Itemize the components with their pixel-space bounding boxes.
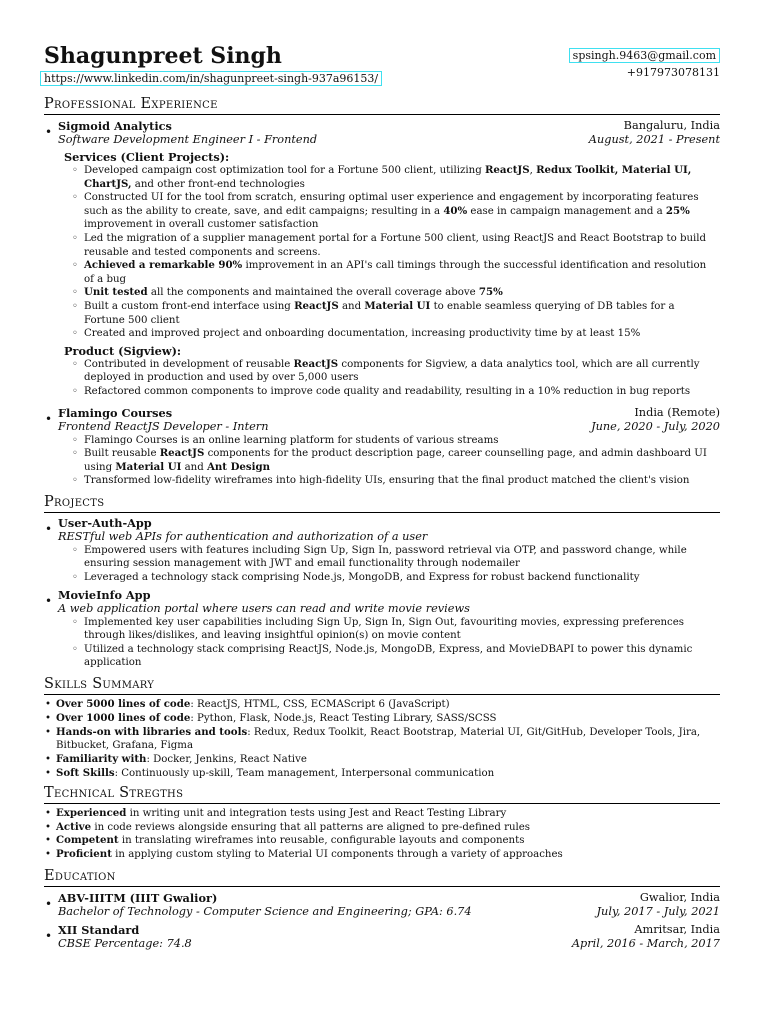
list-item: • Soft Skills: Continuously up-skill, Team management, Interpersonal communication [56, 767, 720, 781]
school-name: • XII Standard [58, 923, 140, 937]
list-item: ◦ Implemented key user capabilities including Sign Up, Sign In, Sign Out, favouriting movies, expressing preferences through likes/dislikes, and leaving insightful opinion(s) on movie content [84, 616, 720, 643]
experience-section-title: Professional Experience [44, 96, 720, 115]
list-item: ◦ Created and improved project and onboarding documentation, increasing productivity time by at least 15% [84, 327, 720, 341]
degree-detail: Bachelor of Technology - Computer Science and Engineering; GPA: 6.74 [58, 905, 472, 918]
skills-section-title: Skills Summary [44, 676, 720, 695]
job-role: Frontend ReactJS Developer - Intern [58, 419, 269, 433]
product-list [44, 358, 720, 399]
list-item: • Over 5000 lines of code: ReactJS, HTML, CSS, ECMAScript 6 (JavaScript) [56, 698, 720, 712]
school-location: Gwalior, India [639, 891, 720, 904]
list-item: ◦ Built a custom front-end interface using ReactJS and Material UI to enable seamless querying of DB tables for a Fortune 500 client [84, 300, 720, 327]
phone-number: +917973078131 [626, 66, 720, 79]
company-location: India (Remote) [634, 405, 720, 419]
job-role: Software Development Engineer I - Frontend [58, 133, 318, 146]
school-name: • ABV-IIITM (IIIT Gwalior) [58, 891, 218, 905]
project-name: • User-Auth-App [58, 515, 152, 530]
list-item: ◦ Flamingo Courses is an online learning platform for students of various streams [84, 434, 720, 448]
school-location: Amritsar, India [634, 923, 720, 936]
strengths-section-title: Technical Stregths [44, 785, 720, 804]
services-list [44, 164, 720, 341]
project-description: RESTful web APIs for authentication and authorization of a user [58, 529, 428, 543]
job-dates: August, 2021 - Present [588, 133, 720, 146]
list-item: ◦ Utilized a technology stack comprising ReactJS, Node.js, MongoDB, Express, and MovieDBAPI to power this dynamic application [84, 643, 720, 670]
list-item: • Proficient in applying custom styling to Material UI components through a variety of approaches [56, 848, 720, 862]
education-dates: April, 2016 - March, 2017 [571, 937, 720, 950]
services-heading: Services (Client Projects): [64, 150, 230, 164]
project-entry [58, 588, 720, 616]
project-items [44, 616, 720, 670]
company-name: • Sigmoid Analytics [58, 119, 172, 133]
contact-block [569, 47, 720, 81]
degree-detail: CBSE Percentage: 74.8 [58, 937, 192, 950]
list-item: ◦ Transformed low-fidelity wireframes into high-fidelity UIs, ensuring that the final product matched the client's vision [84, 474, 720, 488]
list-item: ◦ Led the migration of a supplier management portal for a Fortune 500 client, using ReactJS and React Bootstrap to build reusable and tested components and screens. [84, 232, 720, 259]
list-item: ◦ Unit tested all the components and maintained the overall coverage above 75% [84, 286, 720, 300]
list-item: • Active in code reviews alongside ensuring that all patterns are aligned to pre-defined rules [56, 821, 720, 835]
linkedin-block [40, 70, 382, 87]
company-name: • Flamingo Courses [58, 405, 173, 420]
list-item: • Hands-on with libraries and tools: Redux, Redux Toolkit, React Bootstrap, Material UI, Git/GitHub, Developer Tools, Jira, Bitbucket, Grafana, Figma [56, 726, 720, 754]
flamingo-list [44, 434, 720, 488]
company-location: Bangaluru, India [623, 119, 720, 132]
linkedin-link[interactable]: https://www.linkedin.com/in/shagunpreet-singh-937a96153/ [40, 71, 382, 86]
list-item: ◦ Built reusable ReactJS components for the product description page, career counselling page, and admin dashboard UI using Material UI and Ant Design [84, 447, 720, 474]
project-name: • MovieInfo App [58, 587, 151, 602]
list-item: ◦ Leveraged a technology stack comprising Node.js, MongoDB, and Express for robust backend functionality [84, 571, 720, 585]
list-item: ◦ Achieved a remarkable 90% improvement in an API's call timings through the successful identification and resolution of a bug [84, 259, 720, 286]
list-item: ◦ Constructed UI for the tool from scratch, ensuring optimal user experience and engagement by incorporating features such as the ability to create, save, and edit campaigns; resulting in a 40% ease in campaign management and a 25% improvement in overall customer satisfaction [84, 191, 720, 232]
experience-entry-sigmoid [58, 119, 720, 147]
product-heading: Product (Sigview): [64, 343, 182, 358]
project-entry [58, 516, 720, 544]
education-dates: July, 2017 - July, 2021 [596, 905, 720, 918]
list-item: ◦ Empowered users with features including Sign Up, Sign In, password retrieval via OTP, and password change, while ensuring session management with JWT and email functionality through nodemailer [84, 544, 720, 571]
list-item: • Familiarity with: Docker, Jenkins, React Native [56, 753, 720, 767]
skills-list [44, 698, 720, 781]
list-item: ◦ Developed campaign cost optimization tool for a Fortune 500 client, utilizing ReactJS, Redux Toolkit, Material UI, ChartJS, and other front-end technologies [84, 164, 720, 191]
list-item: • Experienced in writing unit and integration tests using Jest and React Testing Library [56, 807, 720, 821]
education-section-title: Education [44, 868, 720, 887]
list-item: ◦ Contributed in development of reusable ReactJS components for Sigview, a data analytics tool, which are all currently deployed in production and used by over 5,000 users [84, 358, 720, 385]
email-link[interactable]: spsingh.9463@gmail.com [569, 48, 720, 63]
strengths-list [44, 807, 720, 862]
list-item: ◦ Refactored common components to improve code quality and readability, resulting in a 10% reduction in bug reports [84, 385, 720, 399]
list-item: • Competent in translating wireframes into reusable, configurable layouts and components [56, 834, 720, 848]
experience-entry-flamingo [58, 406, 720, 434]
project-items [44, 544, 720, 585]
list-item: • Over 1000 lines of code: Python, Flask, Node.js, React Testing Library, SASS/SCSS [56, 712, 720, 726]
job-dates: June, 2020 - July, 2020 [591, 419, 720, 433]
education-entry [58, 923, 720, 951]
education-entry [58, 891, 720, 919]
projects-section-title: Projects [44, 494, 720, 513]
project-description: A web application portal where users can read and write movie reviews [58, 601, 470, 615]
candidate-name: Shagunpreet Singh [44, 43, 282, 69]
